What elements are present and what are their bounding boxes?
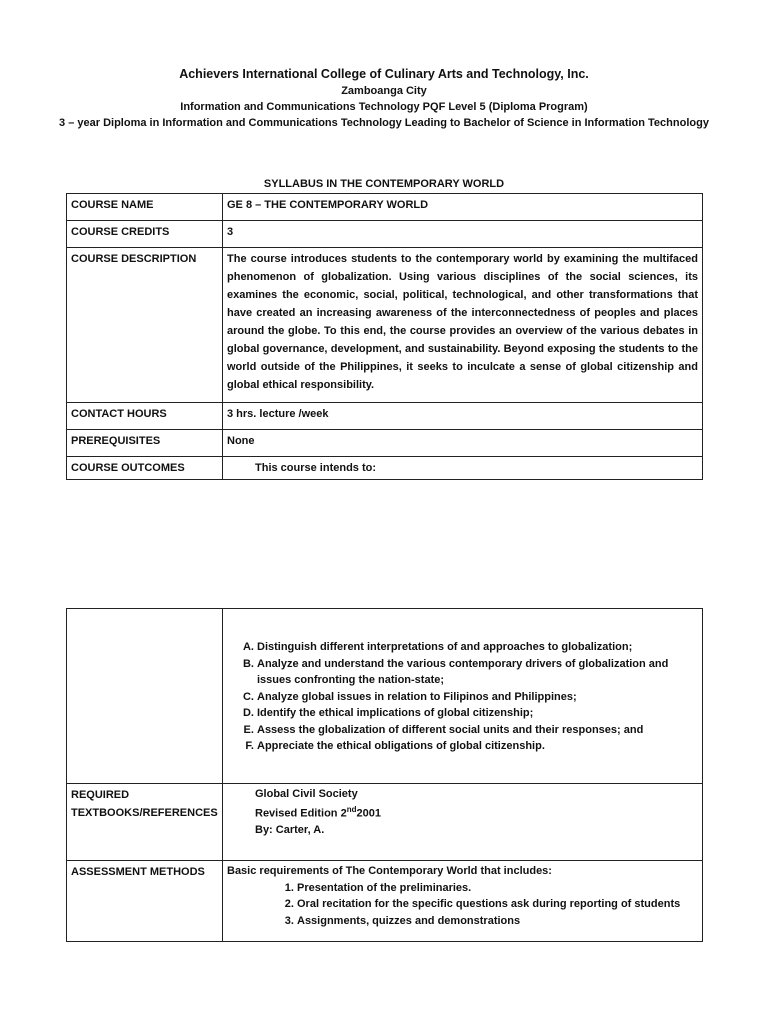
- edition-prefix: Revised Edition 2: [255, 807, 347, 820]
- prerequisites-value: None: [223, 430, 703, 457]
- row-references: [67, 784, 703, 861]
- course-credits-value: 3: [223, 221, 703, 248]
- reference-title: Global Civil Society: [255, 788, 358, 800]
- outcomes-list: [227, 639, 698, 755]
- prerequisites-label: PREREQUISITES: [67, 430, 223, 457]
- course-name-value: GE 8 – THE CONTEMPORARY WORLD: [223, 194, 703, 221]
- assessment-list: [227, 880, 698, 930]
- references-cell: [223, 784, 703, 861]
- row-course-outcomes: [67, 457, 703, 480]
- outcome-item: F. Appreciate the ethical obligations of global citizenship.: [257, 738, 698, 755]
- syllabus-table-continued: [66, 608, 703, 942]
- contact-hours-value: 3 hrs. lecture /week: [223, 403, 703, 430]
- row-contact-hours: [67, 403, 703, 430]
- course-outcomes-intro: This course intends to:: [223, 457, 703, 480]
- college-city: Zamboanga City: [341, 85, 427, 97]
- course-description-value: The course introduces students to the contemporary world by examining the multifaced phenomenon of globalization. Using various disciplines of the social sciences, its examines the economic, social, political, technological, and other transformations that have created an increasing awareness of the interconnectedness of peoples and places around the globe. To this end, the course provides an overview of the various debates in global governance, development, and sustainability. Beyond exposing the students to the world outside of the Philippines, it seeks to inculcate a sense of global citizenship and global ethical responsibility.: [223, 248, 703, 403]
- course-description-label: COURSE DESCRIPTION: [67, 248, 223, 403]
- reference-author: By: Carter, A.: [255, 823, 325, 836]
- contact-hours-label: CONTACT HOURS: [67, 403, 223, 430]
- syllabus-table: [66, 193, 703, 480]
- outcome-item: B. Analyze and understand the various contemporary drivers of globalization and issues confronting the nation-state;: [257, 656, 698, 689]
- row-course-name: [67, 194, 703, 221]
- row-assessment: [67, 861, 703, 942]
- outcome-item: A. Distinguish different interpretations of and approaches to globalization;: [257, 639, 698, 656]
- reference-entry: [227, 786, 698, 838]
- outcomes-label-empty: [67, 609, 223, 784]
- diploma-description: 3 – year Diploma in Information and Communications Technology Leading to Bachelor of Science in Information Technology: [59, 117, 709, 129]
- program-name: Information and Communications Technology PQF Level 5 (Diploma Program): [180, 101, 588, 113]
- college-name: Achievers International College of Culinary Arts and Technology, Inc.: [179, 67, 589, 81]
- reference-edition: [255, 802, 698, 822]
- assessment-cell: [223, 861, 703, 942]
- row-prerequisites: [67, 430, 703, 457]
- assessment-item: 1. Presentation of the preliminaries.: [297, 880, 698, 897]
- document-header: [40, 66, 728, 131]
- edition-superscript: nd: [346, 805, 357, 814]
- assessment-item: 3. Assignments, quizzes and demonstrations: [297, 913, 698, 930]
- outcome-item: E. Assess the globalization of different social units and their responses; and: [257, 722, 698, 739]
- outcome-item: C. Analyze global issues in relation to Filipinos and Philippines;: [257, 689, 698, 706]
- outcome-item: D. Identify the ethical implications of global citizenship;: [257, 705, 698, 722]
- edition-year: 2001: [356, 807, 381, 820]
- course-outcomes-label: COURSE OUTCOMES: [67, 457, 223, 480]
- course-name-label: COURSE NAME: [67, 194, 223, 221]
- row-course-credits: [67, 221, 703, 248]
- references-label: REQUIRED TEXTBOOKS/REFERENCES: [67, 784, 223, 861]
- assessment-intro: Basic requirements of The Contemporary World that includes:: [227, 865, 552, 877]
- outcomes-cell: [223, 609, 703, 784]
- syllabus-title: SYLLABUS IN THE CONTEMPORARY WORLD: [263, 178, 505, 190]
- row-outcomes-list: [67, 609, 703, 784]
- assessment-label: ASSESSMENT METHODS: [67, 861, 223, 942]
- course-credits-label: COURSE CREDITS: [67, 221, 223, 248]
- assessment-item: 2. Oral recitation for the specific questions ask during reporting of students: [297, 896, 698, 913]
- row-course-description: [67, 248, 703, 403]
